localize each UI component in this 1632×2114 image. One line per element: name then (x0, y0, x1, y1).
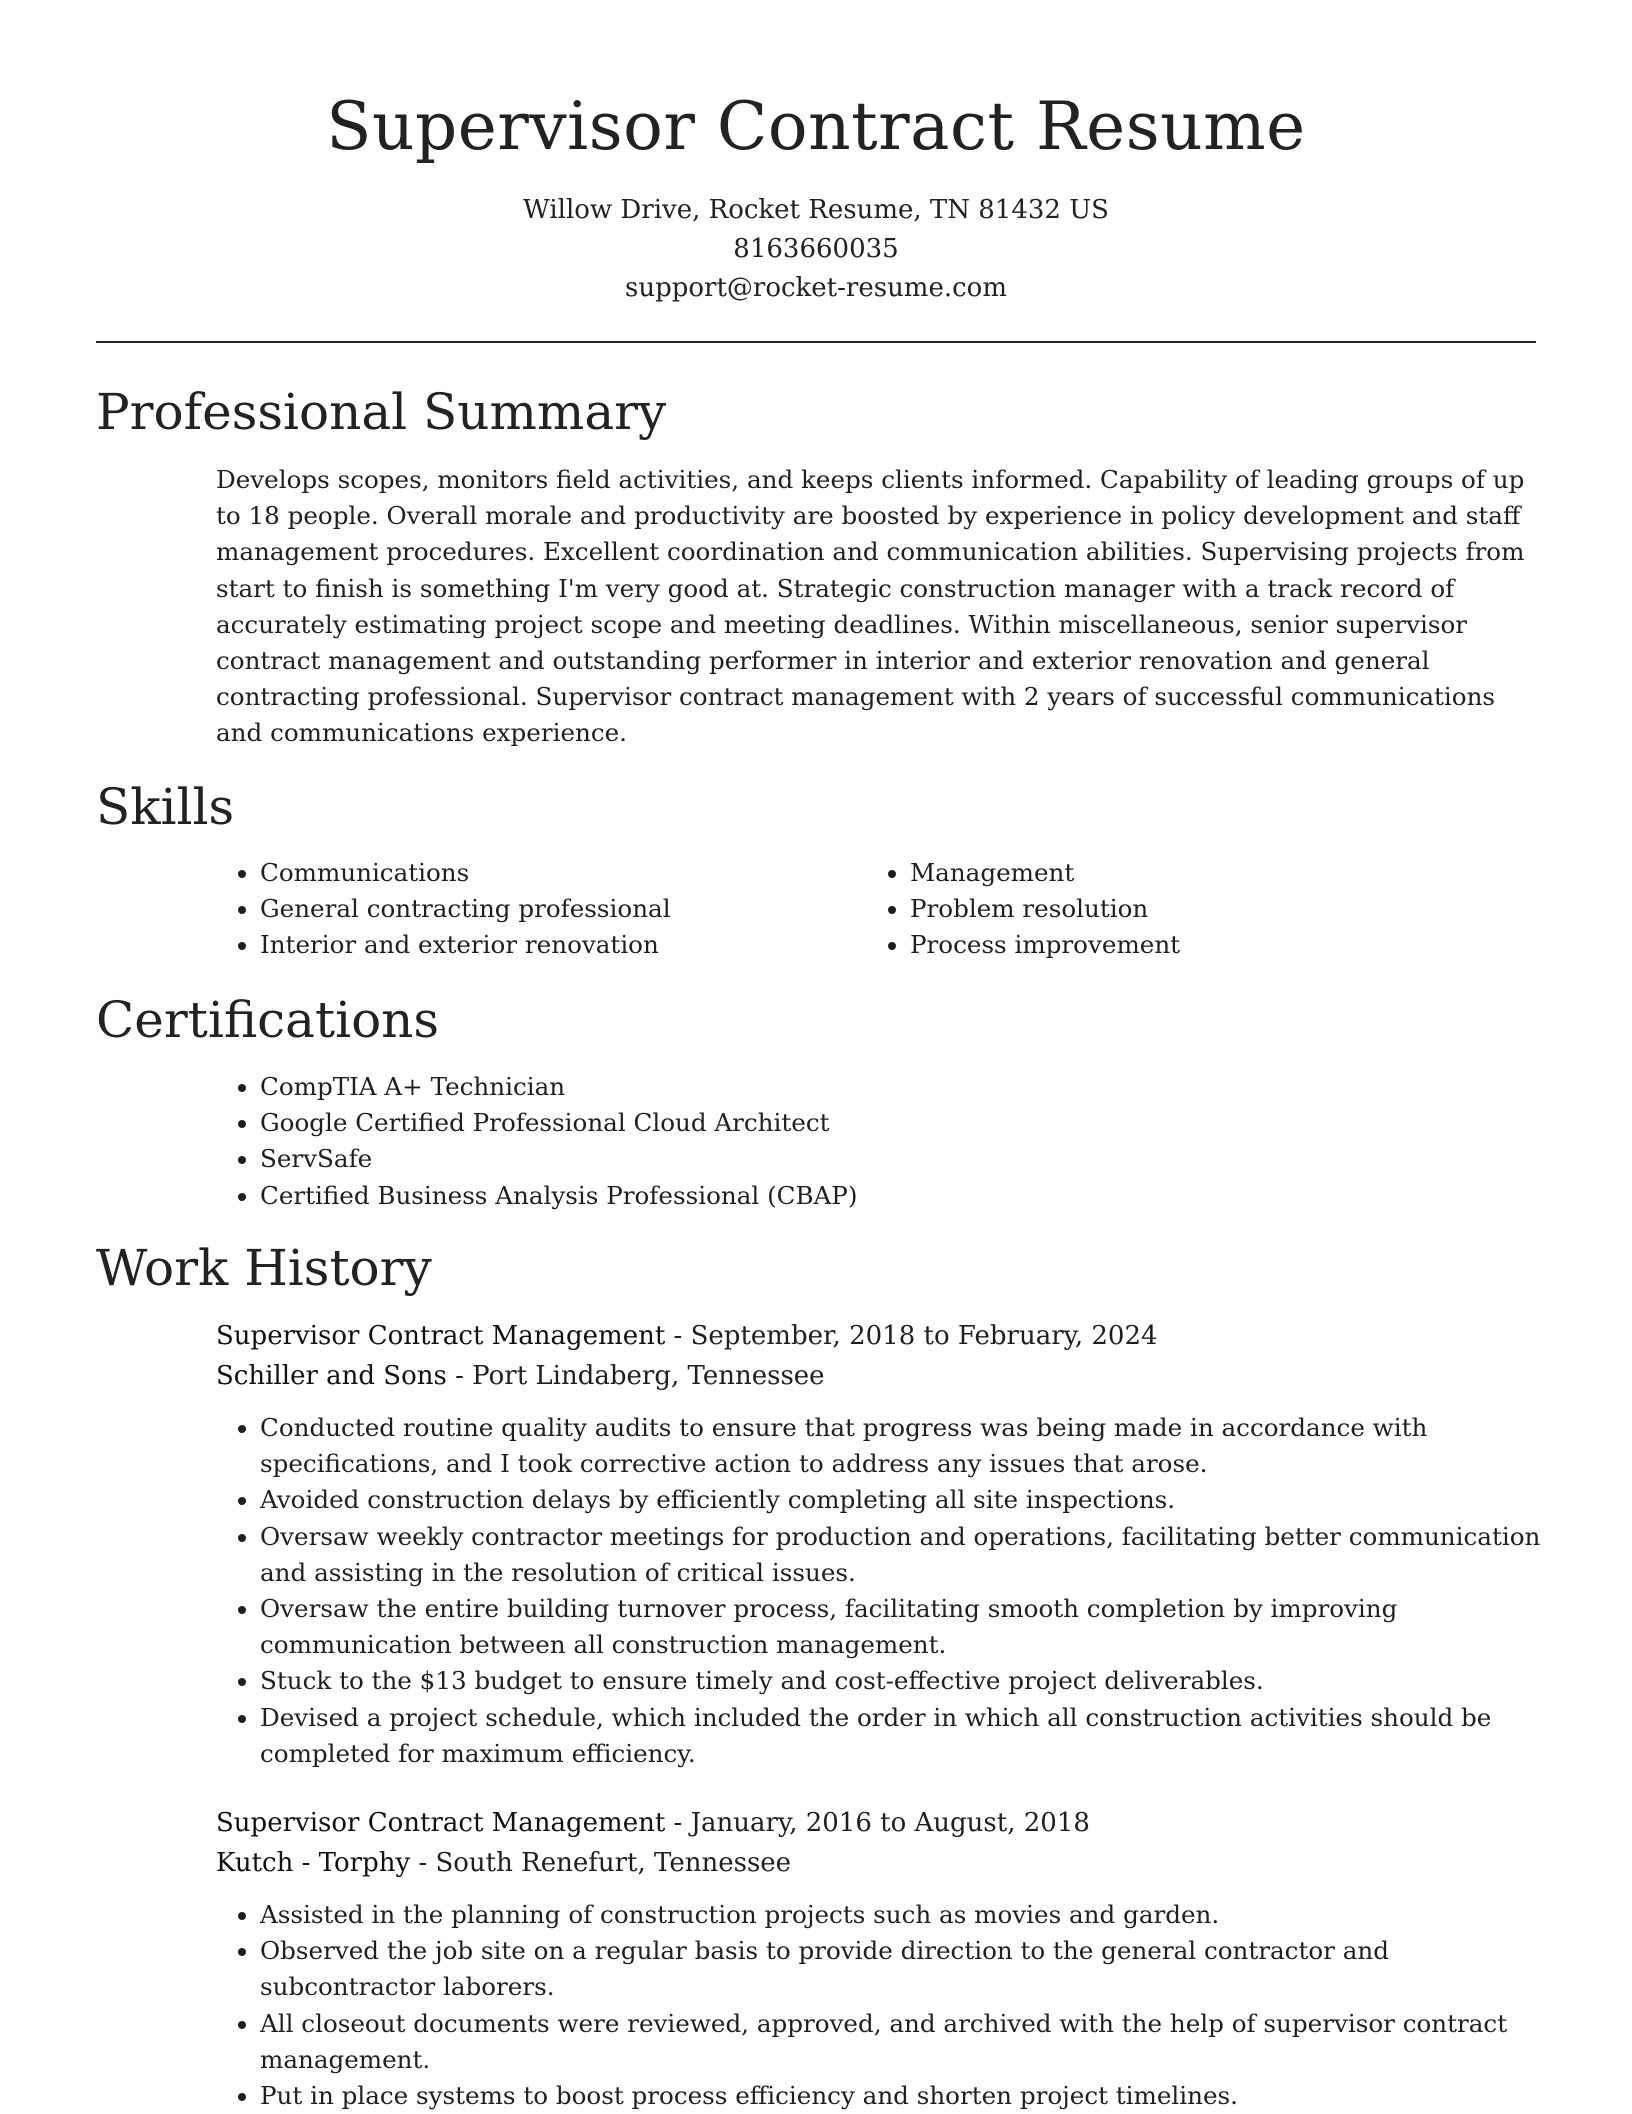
list-item: • Problem resolution (910, 891, 1510, 927)
list-item: • Management (910, 855, 1510, 891)
job-dates: - January, 2016 to August, 2018 (665, 1808, 1090, 1838)
job-company: Kutch - Torphy (216, 1848, 411, 1878)
list-item: • Communications (260, 855, 860, 891)
list-item: • Google Certified Professional Cloud Architect (260, 1105, 1560, 1141)
list-item: • ServSafe (260, 1141, 1560, 1177)
certifications-list (216, 1069, 1560, 1214)
list-item: • Oversaw the entire building turnover process, facilitating smooth completion by improving communication between all construction management. (260, 1591, 1570, 1663)
skills-list-left (216, 855, 860, 964)
list-item: • Devised a project schedule, which included the order in which all construction activities should be completed for maximum efficiency. (260, 1700, 1570, 1772)
job-title: Supervisor Contract Management (216, 1321, 666, 1351)
list-item: • CompTIA A+ Technician (260, 1069, 1560, 1105)
job-title: Supervisor Contract Management (216, 1808, 666, 1838)
summary-text: Develops scopes, monitors field activities, and keeps clients informed. Capability of leading groups of up to 18 people. Overall morale and productivity are boosted by experience in policy development and staff management procedures. Excellent coordination and communication abilities. Supervising projects from start to finish is something I'm very good at. Strategic construction manager with a track record of accurately estimating project scope and meeting deadlines. Within miscellaneous, senior supervisor contract management and outstanding performer in interior and exterior renovation and general contracting professional. Supervisor contract management with 2 years of successful communications and communications experience. (216, 465, 1525, 748)
list-item: • Assisted in the planning of construction projects such as movies and garden. (260, 1897, 1570, 1933)
certifications-heading: Certifications (96, 991, 440, 1049)
list-item: • All closeout documents were reviewed, approved, and archived with the help of supervisor contract management. (260, 2006, 1570, 2078)
contact-email: support@rocket-resume.com (624, 273, 1007, 303)
job-2-title-line (216, 1803, 1090, 1843)
job-location: - South Renefurt, Tennessee (410, 1848, 792, 1878)
list-item: • Observed the job site on a regular basis to provide direction to the general contractor and subcontractor laborers. (260, 1933, 1570, 2005)
skills-heading: Skills (96, 778, 235, 836)
list-item: • Put in place systems to boost process efficiency and shorten project timelines. (260, 2078, 1570, 2114)
skills-list-right (866, 855, 1510, 964)
contact-phone: 8163660035 (733, 234, 899, 264)
job-location: - Port Lindaberg, Tennessee (446, 1361, 825, 1391)
job-1-title-line (216, 1316, 1158, 1356)
list-item: • Oversaw weekly contractor meetings for production and operations, facilitating better communication and assisting in the resolution of critical issues. (260, 1519, 1570, 1591)
summary-heading: Professional Summary (96, 383, 667, 441)
work-history-heading: Work History (96, 1239, 432, 1297)
list-item: • Conducted routine quality audits to ensure that progress was being made in accordance with specifications, and I took corrective action to address any issues that arose. (260, 1410, 1570, 1482)
contact-address: Willow Drive, Rocket Resume, TN 81432 US (523, 195, 1109, 225)
header-divider (96, 341, 1536, 343)
job-1-company-line (216, 1356, 825, 1396)
list-item: • Avoided construction delays by efficiently completing all site inspections. (260, 1482, 1570, 1518)
list-item: • Interior and exterior renovation (260, 927, 860, 963)
list-item: • Stuck to the $13 budget to ensure timely and cost-effective project deliverables. (260, 1663, 1570, 1699)
job-2-company-line (216, 1843, 791, 1883)
job-dates: - September, 2018 to February, 2024 (665, 1321, 1158, 1351)
list-item: • Certified Business Analysis Professional (CBAP) (260, 1178, 1560, 1214)
job-2-bullets (216, 1897, 1570, 2114)
resume-title: Supervisor Contract Resume (326, 88, 1306, 165)
job-company: Schiller and Sons (216, 1361, 447, 1391)
list-item: • General contracting professional (260, 891, 860, 927)
contact-block (0, 191, 1632, 308)
job-1-bullets (216, 1410, 1570, 1772)
list-item: • Process improvement (910, 927, 1510, 963)
